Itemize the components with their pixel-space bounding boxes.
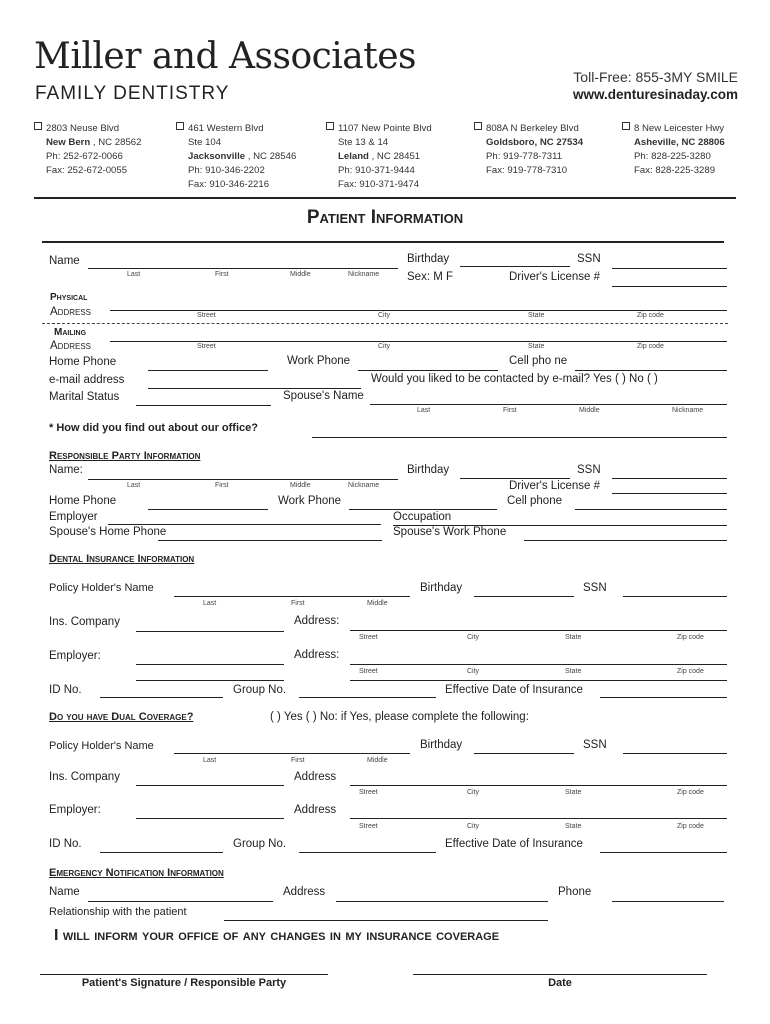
holder-birthday-label: Birthday <box>420 582 463 594</box>
city-hint: City <box>467 823 480 830</box>
zip-hint: Zip code <box>677 789 704 796</box>
street-hint: Street <box>359 634 378 641</box>
mailing-address-label: Address <box>50 340 92 352</box>
dual-employer-label: Employer: <box>49 804 101 816</box>
zip-hint: Zip code <box>677 823 704 830</box>
group-no-field[interactable] <box>299 697 436 698</box>
holder-ssn-label: SSN <box>583 582 607 594</box>
rp-home-phone-label: Home Phone <box>49 495 117 507</box>
state-hint: State <box>528 343 545 350</box>
state-hint: State <box>565 634 582 641</box>
street-hint: Street <box>359 668 378 675</box>
dual-birthday-label: Birthday <box>420 739 463 751</box>
street-hint: Street <box>197 343 216 350</box>
rp-drivers-license-label: Driver's License # <box>509 480 601 492</box>
last-hint: Last <box>127 271 141 278</box>
holder-birthday-field[interactable] <box>474 596 574 597</box>
middle-hint: Middle <box>290 271 311 278</box>
zip-hint: Zip code <box>677 634 704 641</box>
office-goldsboro: 808A N Berkeley Blvd Goldsboro, NC 27534 Ph: 919-778-7311 Fax: 919-778-7310 <box>474 122 583 178</box>
rp-cell-phone-field[interactable] <box>575 509 727 510</box>
checkbox-icon[interactable] <box>34 122 42 130</box>
dual-group-no-label: Group No. <box>233 838 287 850</box>
dual-group-no-field[interactable] <box>299 852 436 853</box>
drivers-license-field[interactable] <box>612 286 727 287</box>
dual-ssn-field[interactable] <box>623 753 727 754</box>
last-hint: Last <box>203 600 217 607</box>
ssn-field[interactable] <box>612 268 727 269</box>
relationship-label: Relationship with the patient <box>49 906 187 918</box>
state-hint: State <box>565 789 582 796</box>
first-hint: First <box>503 407 517 414</box>
marital-status-label: Marital Status <box>49 391 120 403</box>
zip-hint: Zip code <box>677 668 704 675</box>
nickname-hint: Nickname <box>672 407 704 414</box>
rp-spouse-home-field[interactable] <box>158 540 382 541</box>
zip-hint: Zip code <box>637 312 664 319</box>
rp-work-phone-label: Work Phone <box>278 495 342 507</box>
rp-name-field[interactable] <box>88 479 398 480</box>
ssn-label: SSN <box>577 253 601 265</box>
rp-birthday-field[interactable] <box>460 478 570 479</box>
emergency-phone-label: Phone <box>558 886 592 898</box>
website-link[interactable]: www.denturesinaday.com <box>572 87 738 102</box>
effective-date-field[interactable] <box>600 697 727 698</box>
id-no-label: ID No. <box>49 684 82 696</box>
rp-ssn-field[interactable] <box>612 478 727 479</box>
last-hint: Last <box>203 757 217 764</box>
dual-coverage-question: Do you have Dual Coverage? <box>49 711 194 723</box>
mailing-label: Mailing <box>54 327 87 338</box>
dual-holder-label: Policy Holder's Name <box>49 740 154 752</box>
emergency-address-label: Address <box>283 886 326 898</box>
marital-status-field[interactable] <box>136 405 271 406</box>
rp-spouse-home-label: Spouse's Home Phone <box>49 526 167 538</box>
dual-address-label: Address <box>294 771 337 783</box>
first-hint: First <box>215 482 229 489</box>
dual-ssn-label: SSN <box>583 739 607 751</box>
rp-employer-label: Employer <box>49 511 98 523</box>
rp-occupation-label: Occupation <box>393 511 452 523</box>
checkbox-icon[interactable] <box>176 122 184 130</box>
checkbox-icon[interactable] <box>622 122 630 130</box>
dual-address-field[interactable] <box>350 785 727 786</box>
dual-employer-field[interactable] <box>136 818 284 819</box>
title-divider <box>42 241 724 243</box>
city-hint: City <box>467 668 480 675</box>
sex-label: Sex: M F <box>407 271 454 283</box>
state-hint: State <box>565 823 582 830</box>
zip-hint: Zip code <box>637 343 664 350</box>
street-hint: Street <box>197 312 216 319</box>
dual-employer-address-label: Address <box>294 804 337 816</box>
emergency-address-field[interactable] <box>336 901 548 902</box>
checkbox-icon[interactable] <box>326 122 334 130</box>
rp-work-phone-field[interactable] <box>349 509 497 510</box>
office-new-bern: 2803 Neuse Blvd New Bern , NC 28562 Ph: 252-672-0066 Fax: 252-672-0055 <box>34 122 141 178</box>
physical-address-label: Address <box>50 306 92 318</box>
ins-employer-field-2[interactable] <box>136 680 284 681</box>
how-find-field[interactable] <box>312 437 727 438</box>
ins-address-label: Address: <box>294 615 340 627</box>
street-hint: Street <box>359 789 378 796</box>
email-field[interactable] <box>148 388 361 389</box>
employer-address-field[interactable] <box>350 664 727 665</box>
rp-drivers-license-field[interactable] <box>612 493 727 494</box>
holder-label: Policy Holder's Name <box>49 582 154 594</box>
rp-spouse-work-label: Spouse's Work Phone <box>393 526 507 538</box>
middle-hint: Middle <box>290 482 311 489</box>
signature-field[interactable] <box>40 974 328 975</box>
home-phone-label: Home Phone <box>49 356 117 368</box>
office-jacksonville: 461 Western Blvd Ste 104 Jacksonville , NC 28546 Ph: 910-346-2202 Fax: 910-346-2216 <box>176 122 296 192</box>
emergency-phone-field[interactable] <box>612 901 724 902</box>
date-field[interactable] <box>413 974 707 975</box>
effective-date-label: Effective Date of Insurance <box>445 684 583 696</box>
last-hint: Last <box>417 407 431 414</box>
ins-company-field[interactable] <box>136 631 284 632</box>
city-hint: City <box>378 312 391 319</box>
employer-address-field-2[interactable] <box>350 680 727 681</box>
header-divider <box>34 197 736 199</box>
physical-address-field[interactable] <box>110 310 727 311</box>
spouse-name-field[interactable] <box>370 404 727 405</box>
emergency-name-field[interactable] <box>88 901 273 902</box>
rp-cell-phone-label: Cell phone <box>507 495 562 507</box>
ins-address-field[interactable] <box>350 630 727 631</box>
first-hint: First <box>291 757 305 764</box>
birthday-field[interactable] <box>460 266 570 267</box>
email-label: e-mail address <box>49 374 125 386</box>
dual-ins-company-label: Ins. Company <box>49 771 120 783</box>
dual-id-no-field[interactable] <box>100 852 223 853</box>
responsible-heading: Responsible Party Information <box>49 450 201 462</box>
signature-label: Patient's Signature / Responsible Party <box>81 977 287 989</box>
first-hint: First <box>291 600 305 607</box>
rp-birthday-label: Birthday <box>407 464 450 476</box>
dual-id-no-label: ID No. <box>49 838 82 850</box>
emergency-name-label: Name <box>49 886 80 898</box>
ins-employer-label: Employer: <box>49 650 101 662</box>
dual-birthday-field[interactable] <box>474 753 574 754</box>
company-name: Miller and Associates <box>34 36 417 77</box>
nickname-hint: Nickname <box>348 271 380 278</box>
state-hint: State <box>565 668 582 675</box>
checkbox-icon[interactable] <box>474 122 482 130</box>
home-phone-field[interactable] <box>148 370 268 371</box>
insurance-notice: I will inform your office of any changes in my insurance coverage <box>54 927 500 944</box>
drivers-license-label: Driver's License # <box>509 271 601 283</box>
city-hint: City <box>467 789 480 796</box>
dual-holder-field[interactable] <box>174 753 410 754</box>
middle-hint: Middle <box>367 600 388 607</box>
middle-hint: Middle <box>367 757 388 764</box>
rp-spouse-work-field[interactable] <box>524 540 727 541</box>
company-subtitle: FAMILY DENTISTRY <box>35 83 230 104</box>
city-hint: City <box>467 634 480 641</box>
first-hint: First <box>215 271 229 278</box>
nickname-hint: Nickname <box>348 482 380 489</box>
rp-home-phone-field[interactable] <box>148 509 268 510</box>
name-field[interactable] <box>88 268 398 269</box>
employer-address-label: Address: <box>294 649 340 661</box>
dental-heading: Dental Insurance Information <box>49 553 195 565</box>
last-hint: Last <box>127 482 141 489</box>
office-leland: 1107 New Pointe Blvd Ste 13 & 14 Leland , NC 28451 Ph: 910-371-9444 Fax: 910-371-9474 <box>326 122 432 192</box>
address-divider <box>42 323 728 324</box>
holder-field[interactable] <box>174 596 410 597</box>
dual-coverage-options[interactable]: ( ) Yes ( ) No: if Yes, please complete the following: <box>270 711 529 723</box>
date-label: Date <box>548 977 572 989</box>
office-asheville: 8 New Leicester Hwy Asheville, NC 28806 Ph: 828-225-3280 Fax: 828-225-3289 <box>622 122 725 178</box>
state-hint: State <box>528 312 545 319</box>
work-phone-label: Work Phone <box>287 355 351 367</box>
rp-name-label: Name: <box>49 464 83 476</box>
rp-ssn-label: SSN <box>577 464 601 476</box>
work-phone-field[interactable] <box>358 370 498 371</box>
holder-ssn-field[interactable] <box>623 596 727 597</box>
physical-label: Physical <box>50 292 88 303</box>
dual-employer-address-field[interactable] <box>350 818 727 819</box>
id-no-field[interactable] <box>100 697 223 698</box>
birthday-label: Birthday <box>407 253 450 265</box>
middle-hint: Middle <box>579 407 600 414</box>
cell-phone-label: Cell pho ne <box>509 355 568 367</box>
dual-effective-label: Effective Date of Insurance <box>445 838 583 850</box>
tollfree-number: Toll-Free: 855-3MY SMILE <box>573 69 738 85</box>
dual-ins-company-field[interactable] <box>136 785 284 786</box>
city-hint: City <box>378 343 391 350</box>
relationship-field[interactable] <box>224 920 548 921</box>
group-no-label: Group No. <box>233 684 287 696</box>
emergency-heading: Emergency Notification Information <box>49 867 224 879</box>
mailing-address-field[interactable] <box>110 341 727 342</box>
street-hint: Street <box>359 823 378 830</box>
dual-effective-field[interactable] <box>600 852 727 853</box>
ins-employer-field[interactable] <box>136 664 284 665</box>
email-contact-question[interactable]: Would you liked to be contacted by e-mail? Yes ( ) No ( ) <box>371 373 658 385</box>
ins-company-label: Ins. Company <box>49 616 120 628</box>
page-title: Patient Information <box>306 207 464 228</box>
cell-phone-field[interactable] <box>575 370 727 371</box>
rp-employer-field[interactable] <box>108 524 381 525</box>
spouse-name-label: Spouse's Name <box>283 390 364 402</box>
how-find-label: * How did you find out about our office? <box>49 422 258 434</box>
name-label: Name <box>49 255 80 267</box>
